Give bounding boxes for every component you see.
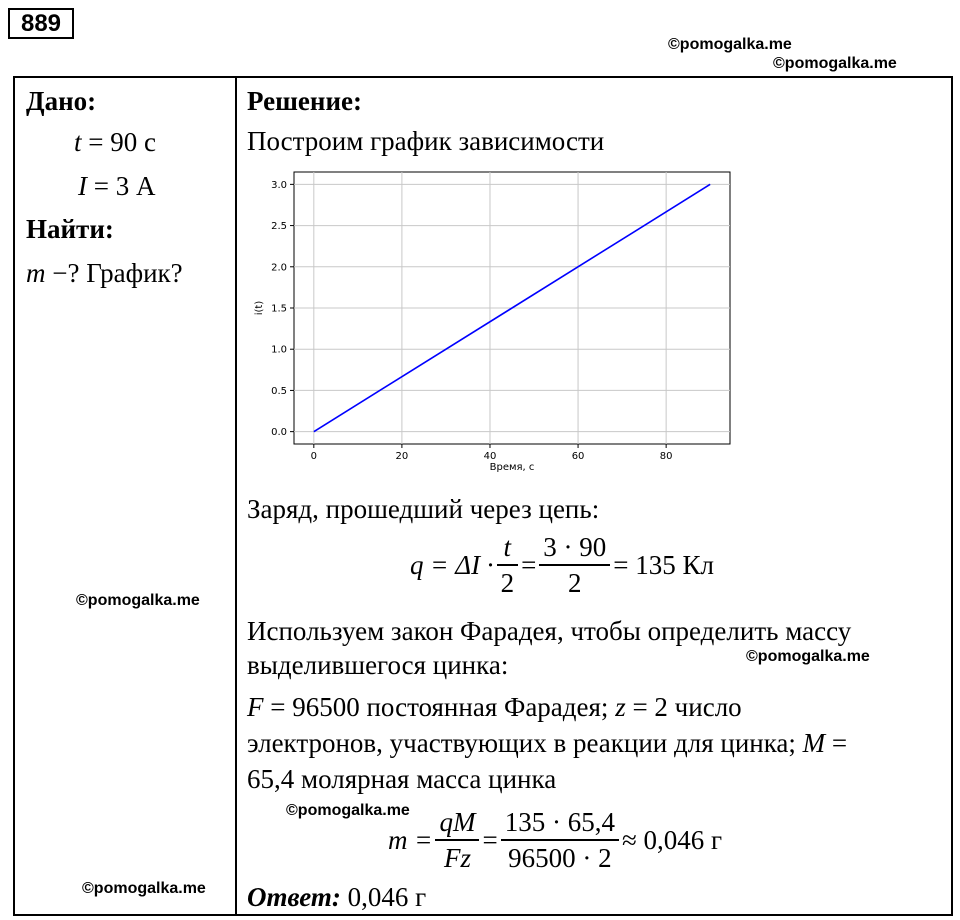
y-tick-label: 0.0 bbox=[271, 427, 287, 439]
mass-eq-equals: = bbox=[482, 824, 498, 855]
constants-line-2-text: электронов, участвующих в реакции для цинка; bbox=[247, 728, 803, 758]
watermark-bottom-left: ©pomogalka.me bbox=[82, 880, 206, 897]
time-value: = 90 с bbox=[88, 127, 156, 157]
solution-heading: Решение: bbox=[247, 86, 362, 116]
charge-eq-lhs: q = ΔI · bbox=[410, 549, 494, 580]
mass-eq-frac2-num: 135 · 65,4 bbox=[501, 805, 619, 841]
charge-text: Заряд, прошедший через цепь: bbox=[247, 494, 600, 524]
mass-equation bbox=[388, 805, 722, 875]
solution-intro: Построим график зависимости bbox=[247, 126, 605, 156]
mass-eq-fraction-1 bbox=[435, 805, 479, 875]
y-axis-label: i(t) bbox=[254, 300, 265, 316]
charge-eq-frac2-num: 3 · 90 bbox=[539, 530, 610, 566]
y-tick-label: 0.5 bbox=[271, 385, 287, 397]
y-tick-label: 1.0 bbox=[271, 344, 287, 356]
watermark-right-mid: ©pomogalka.me bbox=[746, 648, 870, 665]
x-tick-label: 80 bbox=[659, 451, 673, 462]
molar-mass-var: M bbox=[802, 728, 826, 758]
watermark-left-mid: ©pomogalka.me bbox=[76, 592, 200, 609]
charge-eq-equals: = bbox=[521, 549, 537, 580]
constants-line-2-end: = bbox=[825, 728, 848, 758]
current-value: = 3 А bbox=[93, 171, 156, 201]
given-heading: Дано: bbox=[26, 86, 97, 116]
constants-line-3: 65,4 молярная масса цинка bbox=[247, 764, 557, 794]
mass-eq-fraction-2 bbox=[501, 805, 619, 875]
watermark-top-2: ©pomogalka.me bbox=[773, 55, 897, 72]
answer bbox=[247, 882, 426, 912]
mass-eq-frac1-num: qM bbox=[435, 805, 479, 841]
mass-variable: m bbox=[26, 258, 46, 288]
current-variable: I bbox=[78, 171, 87, 201]
watermark-center-low: ©pomogalka.me bbox=[286, 802, 410, 819]
answer-label: Ответ: bbox=[247, 882, 341, 912]
x-tick-label: 0 bbox=[310, 451, 318, 462]
problem-number: 889 bbox=[8, 8, 74, 39]
watermark-top: ©pomogalka.me bbox=[668, 36, 792, 53]
constants-line-1 bbox=[247, 692, 742, 722]
time-variable: t bbox=[74, 127, 82, 157]
charge-eq-fraction-1 bbox=[497, 530, 519, 600]
charge-eq-frac2-den: 2 bbox=[568, 568, 582, 598]
current-time-chart bbox=[246, 162, 746, 472]
faraday-line-1: Используем закон Фарадея, чтобы определить массу bbox=[247, 616, 852, 646]
x-tick-label: 60 bbox=[571, 451, 585, 462]
y-tick-label: 2.5 bbox=[271, 221, 287, 233]
y-tick-label: 3.0 bbox=[271, 179, 287, 191]
constants-line-1-end: = 2 число bbox=[625, 692, 742, 722]
charge-eq-fraction-2 bbox=[539, 530, 610, 600]
y-tick-label: 2.0 bbox=[271, 262, 287, 274]
column-divider bbox=[235, 76, 237, 916]
constants-line-1-mid: = 96500 постоянная Фарадея; bbox=[263, 692, 616, 722]
mass-eq-lhs: m = bbox=[388, 824, 433, 855]
y-tick-label: 1.5 bbox=[271, 303, 287, 315]
given-time bbox=[74, 127, 156, 157]
given-current bbox=[78, 171, 155, 201]
find-text bbox=[26, 258, 183, 288]
find-question: −? График? bbox=[45, 258, 183, 288]
mass-eq-frac2-den: 96500 · 2 bbox=[508, 843, 612, 873]
answer-value: 0,046 г bbox=[340, 882, 427, 912]
x-tick-label: 40 bbox=[483, 451, 497, 462]
mass-eq-frac1-den: Fz bbox=[443, 843, 471, 873]
x-axis-label: Время, с bbox=[489, 462, 535, 472]
faraday-line-2: выделившегося цинка: bbox=[247, 650, 509, 680]
mass-eq-rhs: ≈ 0,046 г bbox=[621, 824, 723, 855]
charge-eq-frac1-den: 2 bbox=[500, 568, 515, 598]
find-heading: Найти: bbox=[26, 214, 114, 244]
charge-eq-rhs: = 135 Кл bbox=[613, 549, 715, 580]
x-tick-label: 20 bbox=[395, 451, 409, 462]
charge-equation bbox=[410, 530, 714, 600]
charge-eq-frac1-num: t bbox=[497, 530, 519, 566]
faraday-constant-var: F bbox=[247, 692, 264, 722]
electrons-var: z bbox=[615, 692, 626, 722]
constants-line-2 bbox=[247, 728, 847, 758]
